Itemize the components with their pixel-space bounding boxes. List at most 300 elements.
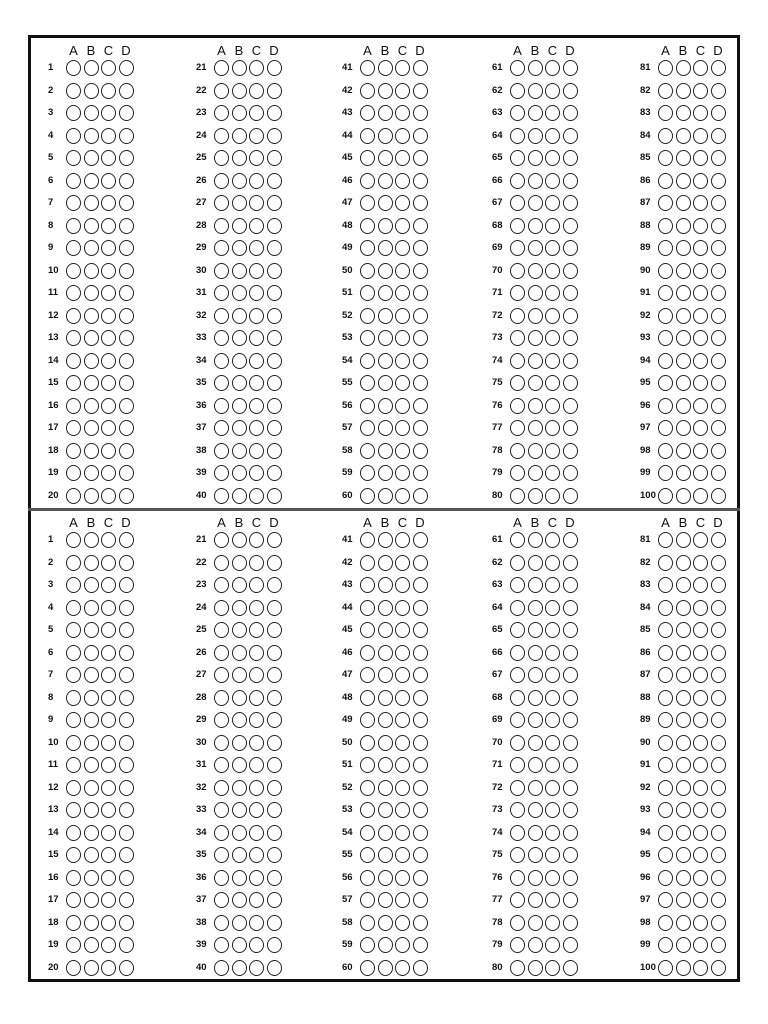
answer-bubble-b[interactable] bbox=[528, 937, 543, 953]
answer-bubble-a[interactable] bbox=[214, 330, 229, 346]
answer-bubble-c[interactable] bbox=[395, 308, 410, 324]
answer-bubble-b[interactable] bbox=[378, 937, 393, 953]
answer-bubble-d[interactable] bbox=[267, 375, 282, 391]
answer-bubble-c[interactable] bbox=[545, 712, 560, 728]
answer-bubble-b[interactable] bbox=[84, 263, 99, 279]
answer-bubble-b[interactable] bbox=[528, 667, 543, 683]
answer-bubble-c[interactable] bbox=[249, 622, 264, 638]
answer-bubble-b[interactable] bbox=[378, 150, 393, 166]
answer-bubble-a[interactable] bbox=[360, 308, 375, 324]
answer-bubble-d[interactable] bbox=[119, 915, 134, 931]
answer-bubble-b[interactable] bbox=[84, 960, 99, 976]
answer-bubble-b[interactable] bbox=[676, 667, 691, 683]
answer-bubble-a[interactable] bbox=[66, 488, 81, 504]
answer-bubble-b[interactable] bbox=[676, 825, 691, 841]
answer-bubble-d[interactable] bbox=[413, 195, 428, 211]
answer-bubble-d[interactable] bbox=[267, 600, 282, 616]
answer-bubble-c[interactable] bbox=[693, 330, 708, 346]
answer-bubble-d[interactable] bbox=[119, 937, 134, 953]
answer-bubble-c[interactable] bbox=[395, 420, 410, 436]
answer-bubble-a[interactable] bbox=[214, 285, 229, 301]
answer-bubble-c[interactable] bbox=[101, 375, 116, 391]
answer-bubble-a[interactable] bbox=[658, 915, 673, 931]
answer-bubble-a[interactable] bbox=[510, 173, 525, 189]
answer-bubble-d[interactable] bbox=[413, 870, 428, 886]
answer-bubble-b[interactable] bbox=[528, 870, 543, 886]
answer-bubble-c[interactable] bbox=[249, 532, 264, 548]
answer-bubble-b[interactable] bbox=[528, 622, 543, 638]
answer-bubble-d[interactable] bbox=[267, 465, 282, 481]
answer-bubble-d[interactable] bbox=[563, 712, 578, 728]
answer-bubble-b[interactable] bbox=[84, 667, 99, 683]
answer-bubble-c[interactable] bbox=[249, 847, 264, 863]
answer-bubble-c[interactable] bbox=[249, 308, 264, 324]
answer-bubble-c[interactable] bbox=[101, 128, 116, 144]
answer-bubble-c[interactable] bbox=[249, 398, 264, 414]
answer-bubble-a[interactable] bbox=[66, 285, 81, 301]
answer-bubble-d[interactable] bbox=[413, 465, 428, 481]
answer-bubble-a[interactable] bbox=[214, 105, 229, 121]
answer-bubble-b[interactable] bbox=[84, 173, 99, 189]
answer-bubble-a[interactable] bbox=[214, 780, 229, 796]
answer-bubble-c[interactable] bbox=[101, 240, 116, 256]
answer-bubble-d[interactable] bbox=[563, 667, 578, 683]
answer-bubble-d[interactable] bbox=[267, 60, 282, 76]
answer-bubble-c[interactable] bbox=[545, 780, 560, 796]
answer-bubble-b[interactable] bbox=[528, 465, 543, 481]
answer-bubble-b[interactable] bbox=[232, 105, 247, 121]
answer-bubble-a[interactable] bbox=[658, 780, 673, 796]
answer-bubble-a[interactable] bbox=[658, 150, 673, 166]
answer-bubble-a[interactable] bbox=[66, 870, 81, 886]
answer-bubble-b[interactable] bbox=[232, 600, 247, 616]
answer-bubble-a[interactable] bbox=[510, 532, 525, 548]
answer-bubble-d[interactable] bbox=[563, 488, 578, 504]
answer-bubble-d[interactable] bbox=[119, 240, 134, 256]
answer-bubble-c[interactable] bbox=[249, 577, 264, 593]
answer-bubble-c[interactable] bbox=[101, 218, 116, 234]
answer-bubble-c[interactable] bbox=[545, 173, 560, 189]
answer-bubble-a[interactable] bbox=[658, 667, 673, 683]
answer-bubble-d[interactable] bbox=[267, 128, 282, 144]
answer-bubble-a[interactable] bbox=[214, 825, 229, 841]
answer-bubble-b[interactable] bbox=[378, 128, 393, 144]
answer-bubble-a[interactable] bbox=[66, 600, 81, 616]
answer-bubble-d[interactable] bbox=[413, 825, 428, 841]
answer-bubble-d[interactable] bbox=[119, 488, 134, 504]
answer-bubble-c[interactable] bbox=[101, 330, 116, 346]
answer-bubble-c[interactable] bbox=[395, 915, 410, 931]
answer-bubble-d[interactable] bbox=[563, 330, 578, 346]
answer-bubble-b[interactable] bbox=[84, 240, 99, 256]
answer-bubble-b[interactable] bbox=[232, 712, 247, 728]
answer-bubble-b[interactable] bbox=[676, 600, 691, 616]
answer-bubble-d[interactable] bbox=[563, 353, 578, 369]
answer-bubble-b[interactable] bbox=[676, 960, 691, 976]
answer-bubble-c[interactable] bbox=[545, 600, 560, 616]
answer-bubble-b[interactable] bbox=[232, 690, 247, 706]
answer-bubble-a[interactable] bbox=[510, 802, 525, 818]
answer-bubble-d[interactable] bbox=[267, 330, 282, 346]
answer-bubble-d[interactable] bbox=[413, 218, 428, 234]
answer-bubble-c[interactable] bbox=[693, 308, 708, 324]
answer-bubble-c[interactable] bbox=[101, 195, 116, 211]
answer-bubble-c[interactable] bbox=[249, 60, 264, 76]
answer-bubble-a[interactable] bbox=[360, 870, 375, 886]
answer-bubble-c[interactable] bbox=[101, 465, 116, 481]
answer-bubble-d[interactable] bbox=[413, 757, 428, 773]
answer-bubble-c[interactable] bbox=[395, 398, 410, 414]
answer-bubble-a[interactable] bbox=[360, 330, 375, 346]
answer-bubble-a[interactable] bbox=[360, 645, 375, 661]
answer-bubble-a[interactable] bbox=[66, 128, 81, 144]
answer-bubble-b[interactable] bbox=[676, 263, 691, 279]
answer-bubble-d[interactable] bbox=[267, 892, 282, 908]
answer-bubble-c[interactable] bbox=[693, 375, 708, 391]
answer-bubble-b[interactable] bbox=[232, 735, 247, 751]
answer-bubble-c[interactable] bbox=[101, 488, 116, 504]
answer-bubble-d[interactable] bbox=[119, 667, 134, 683]
answer-bubble-b[interactable] bbox=[676, 420, 691, 436]
answer-bubble-b[interactable] bbox=[232, 195, 247, 211]
answer-bubble-d[interactable] bbox=[413, 577, 428, 593]
answer-bubble-c[interactable] bbox=[249, 285, 264, 301]
answer-bubble-c[interactable] bbox=[545, 802, 560, 818]
answer-bubble-b[interactable] bbox=[232, 83, 247, 99]
answer-bubble-d[interactable] bbox=[711, 577, 726, 593]
answer-bubble-d[interactable] bbox=[119, 892, 134, 908]
answer-bubble-d[interactable] bbox=[711, 825, 726, 841]
answer-bubble-b[interactable] bbox=[378, 173, 393, 189]
answer-bubble-c[interactable] bbox=[545, 218, 560, 234]
answer-bubble-c[interactable] bbox=[395, 937, 410, 953]
answer-bubble-d[interactable] bbox=[563, 892, 578, 908]
answer-bubble-d[interactable] bbox=[119, 83, 134, 99]
answer-bubble-c[interactable] bbox=[249, 690, 264, 706]
answer-bubble-d[interactable] bbox=[711, 263, 726, 279]
answer-bubble-a[interactable] bbox=[66, 667, 81, 683]
answer-bubble-a[interactable] bbox=[66, 60, 81, 76]
answer-bubble-b[interactable] bbox=[378, 398, 393, 414]
answer-bubble-a[interactable] bbox=[66, 847, 81, 863]
answer-bubble-a[interactable] bbox=[658, 375, 673, 391]
answer-bubble-a[interactable] bbox=[66, 330, 81, 346]
answer-bubble-c[interactable] bbox=[249, 825, 264, 841]
answer-bubble-d[interactable] bbox=[413, 960, 428, 976]
answer-bubble-a[interactable] bbox=[360, 83, 375, 99]
answer-bubble-a[interactable] bbox=[510, 443, 525, 459]
answer-bubble-c[interactable] bbox=[101, 690, 116, 706]
answer-bubble-d[interactable] bbox=[267, 802, 282, 818]
answer-bubble-a[interactable] bbox=[510, 398, 525, 414]
answer-bubble-a[interactable] bbox=[360, 892, 375, 908]
answer-bubble-d[interactable] bbox=[267, 555, 282, 571]
answer-bubble-a[interactable] bbox=[360, 690, 375, 706]
answer-bubble-b[interactable] bbox=[676, 465, 691, 481]
answer-bubble-b[interactable] bbox=[528, 712, 543, 728]
answer-bubble-d[interactable] bbox=[267, 622, 282, 638]
answer-bubble-c[interactable] bbox=[249, 757, 264, 773]
answer-bubble-b[interactable] bbox=[676, 757, 691, 773]
answer-bubble-a[interactable] bbox=[214, 128, 229, 144]
answer-bubble-c[interactable] bbox=[693, 105, 708, 121]
answer-bubble-b[interactable] bbox=[676, 892, 691, 908]
answer-bubble-a[interactable] bbox=[360, 218, 375, 234]
answer-bubble-b[interactable] bbox=[528, 555, 543, 571]
answer-bubble-a[interactable] bbox=[658, 263, 673, 279]
answer-bubble-b[interactable] bbox=[232, 128, 247, 144]
answer-bubble-b[interactable] bbox=[378, 420, 393, 436]
answer-bubble-b[interactable] bbox=[676, 353, 691, 369]
answer-bubble-a[interactable] bbox=[66, 622, 81, 638]
answer-bubble-d[interactable] bbox=[267, 263, 282, 279]
answer-bubble-d[interactable] bbox=[119, 60, 134, 76]
answer-bubble-a[interactable] bbox=[66, 780, 81, 796]
answer-bubble-b[interactable] bbox=[84, 532, 99, 548]
answer-bubble-d[interactable] bbox=[119, 555, 134, 571]
answer-bubble-b[interactable] bbox=[378, 690, 393, 706]
answer-bubble-c[interactable] bbox=[101, 937, 116, 953]
answer-bubble-b[interactable] bbox=[676, 330, 691, 346]
answer-bubble-d[interactable] bbox=[711, 870, 726, 886]
answer-bubble-c[interactable] bbox=[693, 285, 708, 301]
answer-bubble-d[interactable] bbox=[711, 330, 726, 346]
answer-bubble-d[interactable] bbox=[119, 960, 134, 976]
answer-bubble-a[interactable] bbox=[360, 285, 375, 301]
answer-bubble-a[interactable] bbox=[66, 690, 81, 706]
answer-bubble-c[interactable] bbox=[101, 420, 116, 436]
answer-bubble-c[interactable] bbox=[545, 83, 560, 99]
answer-bubble-c[interactable] bbox=[395, 240, 410, 256]
answer-bubble-a[interactable] bbox=[66, 825, 81, 841]
answer-bubble-a[interactable] bbox=[66, 218, 81, 234]
answer-bubble-b[interactable] bbox=[232, 645, 247, 661]
answer-bubble-a[interactable] bbox=[214, 645, 229, 661]
answer-bubble-d[interactable] bbox=[711, 465, 726, 481]
answer-bubble-c[interactable] bbox=[395, 735, 410, 751]
answer-bubble-a[interactable] bbox=[510, 195, 525, 211]
answer-bubble-c[interactable] bbox=[395, 780, 410, 796]
answer-bubble-a[interactable] bbox=[214, 870, 229, 886]
answer-bubble-b[interactable] bbox=[528, 847, 543, 863]
answer-bubble-c[interactable] bbox=[395, 555, 410, 571]
answer-bubble-b[interactable] bbox=[378, 83, 393, 99]
answer-bubble-b[interactable] bbox=[676, 398, 691, 414]
answer-bubble-c[interactable] bbox=[395, 532, 410, 548]
answer-bubble-a[interactable] bbox=[214, 757, 229, 773]
answer-bubble-a[interactable] bbox=[214, 847, 229, 863]
answer-bubble-c[interactable] bbox=[693, 83, 708, 99]
answer-bubble-c[interactable] bbox=[545, 915, 560, 931]
answer-bubble-c[interactable] bbox=[693, 802, 708, 818]
answer-bubble-d[interactable] bbox=[413, 645, 428, 661]
answer-bubble-c[interactable] bbox=[693, 128, 708, 144]
answer-bubble-c[interactable] bbox=[395, 690, 410, 706]
answer-bubble-c[interactable] bbox=[693, 667, 708, 683]
answer-bubble-d[interactable] bbox=[267, 532, 282, 548]
answer-bubble-c[interactable] bbox=[101, 532, 116, 548]
answer-bubble-d[interactable] bbox=[711, 285, 726, 301]
answer-bubble-b[interactable] bbox=[676, 645, 691, 661]
answer-bubble-c[interactable] bbox=[693, 150, 708, 166]
answer-bubble-d[interactable] bbox=[119, 577, 134, 593]
answer-bubble-a[interactable] bbox=[658, 330, 673, 346]
answer-bubble-a[interactable] bbox=[66, 195, 81, 211]
answer-bubble-d[interactable] bbox=[563, 937, 578, 953]
answer-bubble-a[interactable] bbox=[66, 105, 81, 121]
answer-bubble-a[interactable] bbox=[360, 60, 375, 76]
answer-bubble-d[interactable] bbox=[711, 937, 726, 953]
answer-bubble-d[interactable] bbox=[119, 825, 134, 841]
answer-bubble-a[interactable] bbox=[658, 622, 673, 638]
answer-bubble-c[interactable] bbox=[693, 915, 708, 931]
answer-bubble-d[interactable] bbox=[267, 825, 282, 841]
answer-bubble-c[interactable] bbox=[545, 488, 560, 504]
answer-bubble-c[interactable] bbox=[693, 263, 708, 279]
answer-bubble-b[interactable] bbox=[528, 577, 543, 593]
answer-bubble-a[interactable] bbox=[658, 532, 673, 548]
answer-bubble-d[interactable] bbox=[413, 240, 428, 256]
answer-bubble-c[interactable] bbox=[395, 330, 410, 346]
answer-bubble-c[interactable] bbox=[545, 555, 560, 571]
answer-bubble-d[interactable] bbox=[267, 870, 282, 886]
answer-bubble-c[interactable] bbox=[545, 398, 560, 414]
answer-bubble-b[interactable] bbox=[528, 802, 543, 818]
answer-bubble-c[interactable] bbox=[249, 937, 264, 953]
answer-bubble-a[interactable] bbox=[510, 128, 525, 144]
answer-bubble-d[interactable] bbox=[563, 645, 578, 661]
answer-bubble-a[interactable] bbox=[510, 150, 525, 166]
answer-bubble-d[interactable] bbox=[413, 780, 428, 796]
answer-bubble-a[interactable] bbox=[510, 375, 525, 391]
answer-bubble-b[interactable] bbox=[528, 375, 543, 391]
answer-bubble-a[interactable] bbox=[360, 240, 375, 256]
answer-bubble-c[interactable] bbox=[693, 600, 708, 616]
answer-bubble-b[interactable] bbox=[676, 83, 691, 99]
answer-bubble-c[interactable] bbox=[395, 195, 410, 211]
answer-bubble-d[interactable] bbox=[563, 105, 578, 121]
answer-bubble-d[interactable] bbox=[711, 488, 726, 504]
answer-bubble-a[interactable] bbox=[66, 802, 81, 818]
answer-bubble-c[interactable] bbox=[693, 847, 708, 863]
answer-bubble-c[interactable] bbox=[249, 173, 264, 189]
answer-bubble-b[interactable] bbox=[84, 420, 99, 436]
answer-bubble-c[interactable] bbox=[693, 870, 708, 886]
answer-bubble-b[interactable] bbox=[528, 173, 543, 189]
answer-bubble-a[interactable] bbox=[360, 960, 375, 976]
answer-bubble-c[interactable] bbox=[395, 645, 410, 661]
answer-bubble-a[interactable] bbox=[214, 150, 229, 166]
answer-bubble-b[interactable] bbox=[676, 488, 691, 504]
answer-bubble-c[interactable] bbox=[249, 375, 264, 391]
answer-bubble-b[interactable] bbox=[84, 780, 99, 796]
answer-bubble-d[interactable] bbox=[413, 398, 428, 414]
answer-bubble-c[interactable] bbox=[249, 420, 264, 436]
answer-bubble-a[interactable] bbox=[658, 870, 673, 886]
answer-bubble-d[interactable] bbox=[413, 847, 428, 863]
answer-bubble-b[interactable] bbox=[676, 622, 691, 638]
answer-bubble-b[interactable] bbox=[676, 577, 691, 593]
answer-bubble-d[interactable] bbox=[267, 398, 282, 414]
answer-bubble-d[interactable] bbox=[413, 128, 428, 144]
answer-bubble-a[interactable] bbox=[360, 825, 375, 841]
answer-bubble-a[interactable] bbox=[658, 892, 673, 908]
answer-bubble-a[interactable] bbox=[214, 443, 229, 459]
answer-bubble-b[interactable] bbox=[378, 757, 393, 773]
answer-bubble-b[interactable] bbox=[378, 465, 393, 481]
answer-bubble-c[interactable] bbox=[101, 780, 116, 796]
answer-bubble-a[interactable] bbox=[66, 735, 81, 751]
answer-bubble-b[interactable] bbox=[84, 83, 99, 99]
answer-bubble-c[interactable] bbox=[395, 443, 410, 459]
answer-bubble-c[interactable] bbox=[395, 757, 410, 773]
answer-bubble-a[interactable] bbox=[510, 240, 525, 256]
answer-bubble-a[interactable] bbox=[510, 555, 525, 571]
answer-bubble-b[interactable] bbox=[232, 667, 247, 683]
answer-bubble-b[interactable] bbox=[528, 330, 543, 346]
answer-bubble-b[interactable] bbox=[84, 622, 99, 638]
answer-bubble-c[interactable] bbox=[545, 757, 560, 773]
answer-bubble-d[interactable] bbox=[563, 263, 578, 279]
answer-bubble-a[interactable] bbox=[658, 488, 673, 504]
answer-bubble-d[interactable] bbox=[413, 622, 428, 638]
answer-bubble-b[interactable] bbox=[232, 375, 247, 391]
answer-bubble-a[interactable] bbox=[658, 645, 673, 661]
answer-bubble-c[interactable] bbox=[395, 847, 410, 863]
answer-bubble-b[interactable] bbox=[378, 667, 393, 683]
answer-bubble-a[interactable] bbox=[360, 802, 375, 818]
answer-bubble-b[interactable] bbox=[84, 60, 99, 76]
answer-bubble-c[interactable] bbox=[249, 465, 264, 481]
answer-bubble-d[interactable] bbox=[711, 240, 726, 256]
answer-bubble-a[interactable] bbox=[658, 173, 673, 189]
answer-bubble-c[interactable] bbox=[395, 375, 410, 391]
answer-bubble-c[interactable] bbox=[693, 577, 708, 593]
answer-bubble-a[interactable] bbox=[510, 645, 525, 661]
answer-bubble-b[interactable] bbox=[528, 263, 543, 279]
answer-bubble-c[interactable] bbox=[693, 555, 708, 571]
answer-bubble-a[interactable] bbox=[510, 218, 525, 234]
answer-bubble-b[interactable] bbox=[232, 870, 247, 886]
answer-bubble-a[interactable] bbox=[214, 465, 229, 481]
answer-bubble-c[interactable] bbox=[249, 600, 264, 616]
answer-bubble-c[interactable] bbox=[395, 150, 410, 166]
answer-bubble-c[interactable] bbox=[545, 263, 560, 279]
answer-bubble-c[interactable] bbox=[101, 802, 116, 818]
answer-bubble-a[interactable] bbox=[360, 488, 375, 504]
answer-bubble-d[interactable] bbox=[413, 712, 428, 728]
answer-bubble-c[interactable] bbox=[101, 600, 116, 616]
answer-bubble-d[interactable] bbox=[711, 555, 726, 571]
answer-bubble-a[interactable] bbox=[658, 847, 673, 863]
answer-bubble-b[interactable] bbox=[84, 645, 99, 661]
answer-bubble-b[interactable] bbox=[528, 60, 543, 76]
answer-bubble-a[interactable] bbox=[66, 263, 81, 279]
answer-bubble-d[interactable] bbox=[119, 353, 134, 369]
answer-bubble-d[interactable] bbox=[267, 577, 282, 593]
answer-bubble-c[interactable] bbox=[693, 173, 708, 189]
answer-bubble-b[interactable] bbox=[84, 577, 99, 593]
answer-bubble-b[interactable] bbox=[528, 735, 543, 751]
answer-bubble-b[interactable] bbox=[528, 825, 543, 841]
answer-bubble-a[interactable] bbox=[214, 532, 229, 548]
answer-bubble-b[interactable] bbox=[232, 398, 247, 414]
answer-bubble-b[interactable] bbox=[378, 285, 393, 301]
answer-bubble-b[interactable] bbox=[232, 915, 247, 931]
answer-bubble-a[interactable] bbox=[214, 960, 229, 976]
answer-bubble-c[interactable] bbox=[395, 712, 410, 728]
answer-bubble-d[interactable] bbox=[413, 60, 428, 76]
